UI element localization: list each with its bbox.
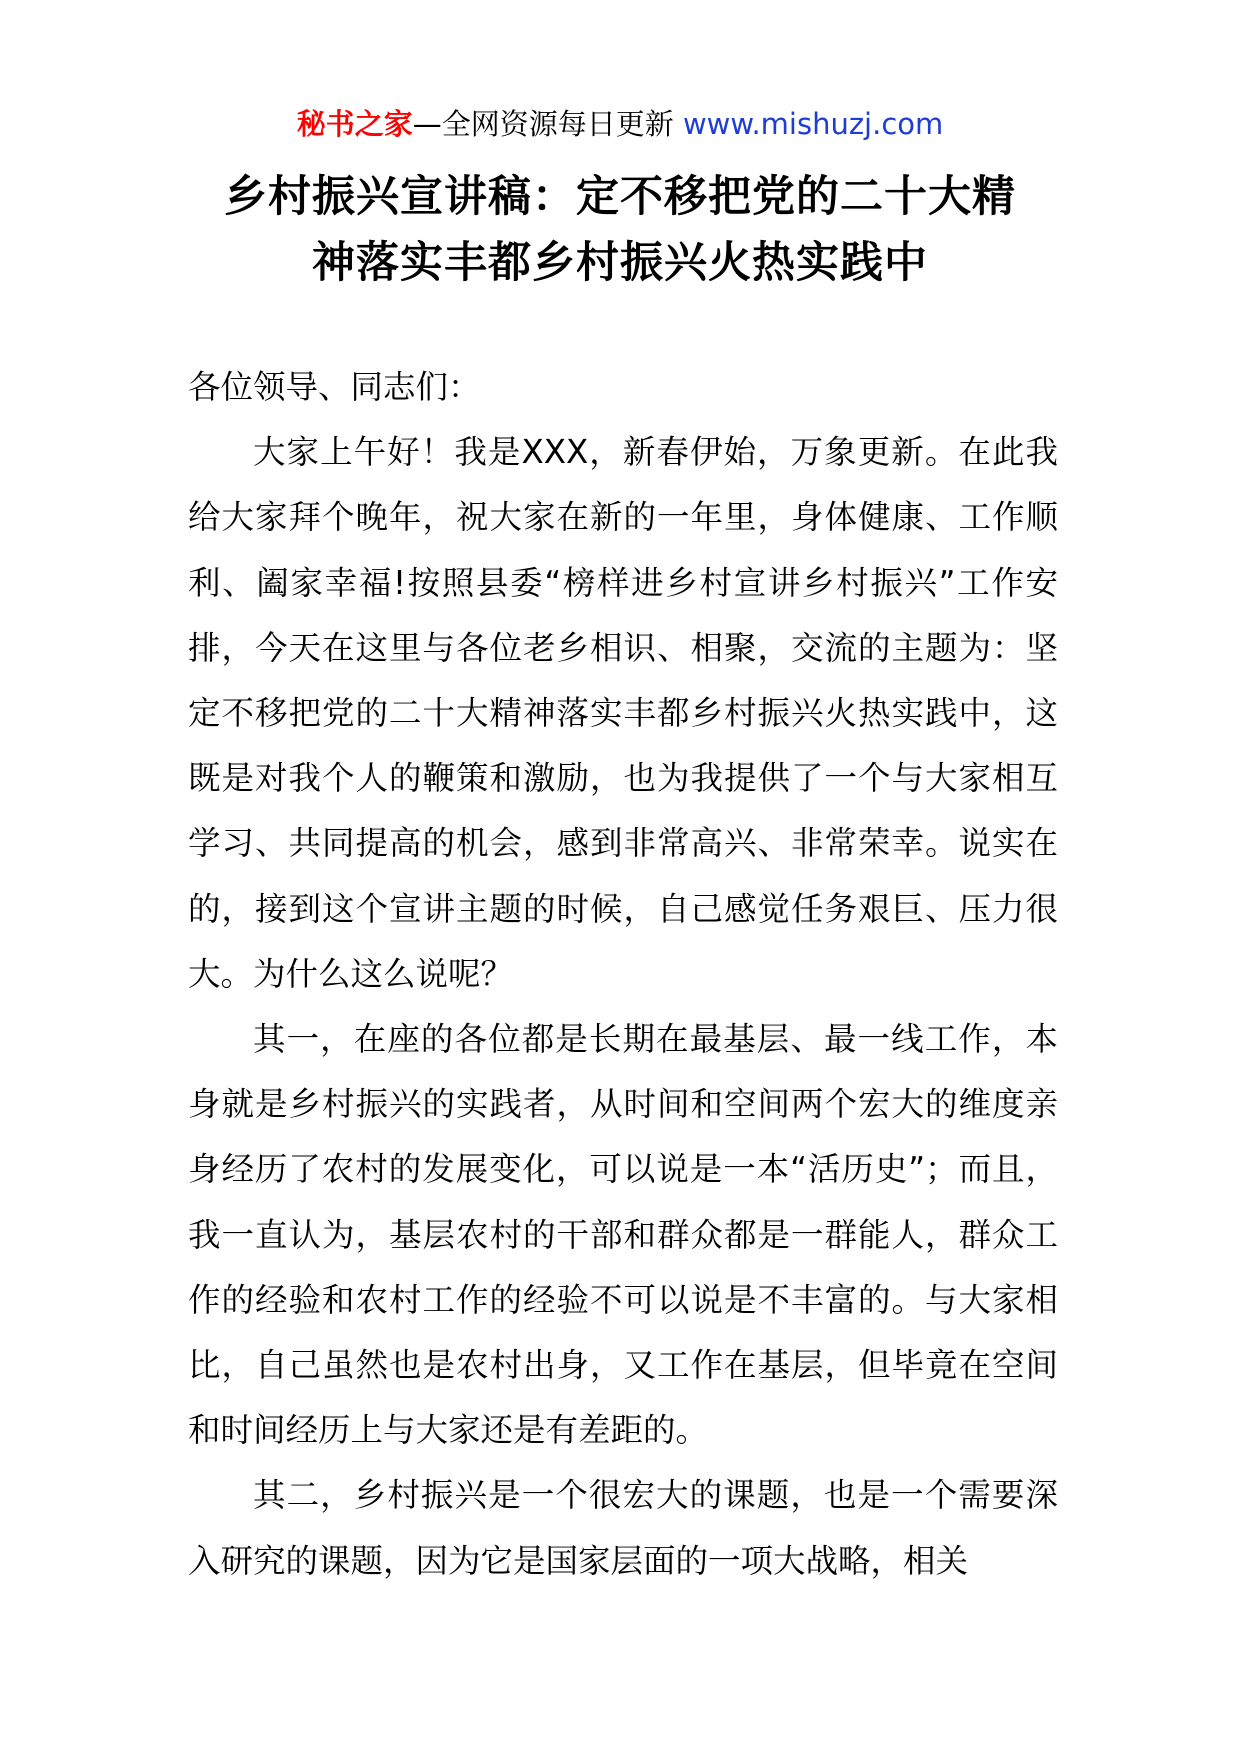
paragraph-1: 大家上午好！我是XXX，新春伊始，万象更新。在此我给大家拜个晚年，祝大家在新的一年里，身体健康、工作顺利、阖家幸福!按照县委“榜样进乡村宣讲乡村振兴”工作安排，今天在这里与各位老乡相识、相聚，交流的主题为：坚定不移把党的二十大精神落实丰都乡村振兴火热实践中，这既是对我个人的鞭策和激励，也为我提供了一个与大家相互学习、共同提高的机会，感到非常高兴、非常荣幸。说实在的，接到这个宣讲主题的时候，自己感觉任务艰巨、压力很大。为什么这么说呢？ xyxy=(188,433,1058,993)
title-line-1: 乡村振兴宣讲稿：定不移把党的二十大精 xyxy=(224,172,1016,222)
document-body xyxy=(188,355,1058,1594)
title-line-2: 神落实丰都乡村振兴火热实践中 xyxy=(312,238,928,288)
paragraph-3: 其二，乡村振兴是一个很宏大的课题，也是一个需要深入研究的课题，因为它是国家层面的一项大战略，相关 xyxy=(188,1476,1058,1580)
site-brand: 秘书之家 xyxy=(296,107,413,141)
site-url-link[interactable]: www.mishuzj.com xyxy=(682,107,944,141)
paragraph-2: 其一，在座的各位都是长期在最基层、最一线工作，本身就是乡村振兴的实践者，从时间和空间两个宏大的维度亲身经历了农村的发展变化，可以说是一本“活历史”；而且，我一直认为，基层农村的干部和群众都是一群能人，群众工作的经验和农村工作的经验不可以说是不丰富的。与大家相比，自己虽然也是农村出身，又工作在基层，但毕竟在空间和时间经历上与大家还是有差距的。 xyxy=(188,1020,1058,1450)
salutation: 各位领导、同志们： xyxy=(188,368,481,406)
site-header xyxy=(0,104,1240,144)
site-tagline: —全网资源每日更新 xyxy=(412,107,683,141)
document-title xyxy=(160,164,1080,296)
